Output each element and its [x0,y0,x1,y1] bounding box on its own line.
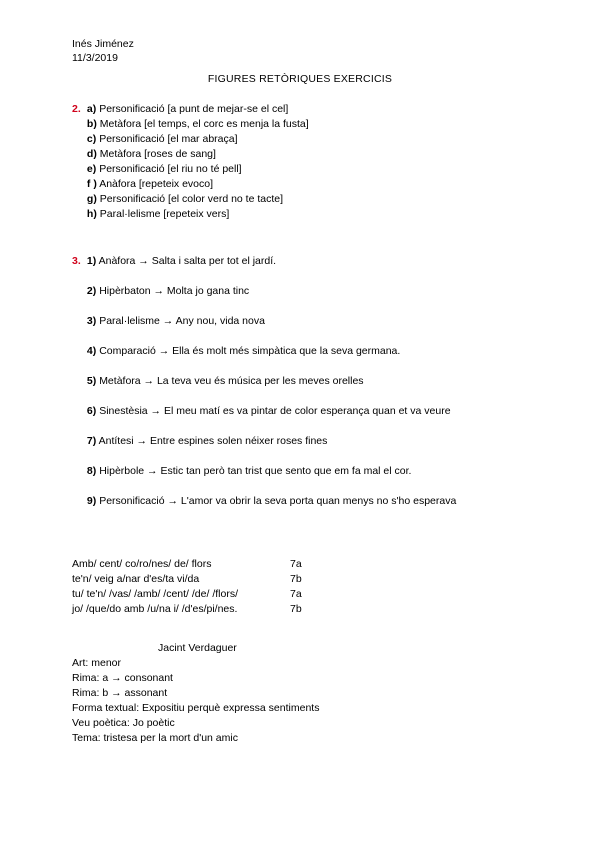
item-text: Anàfora [repeteix evoco] [99,178,214,190]
exercise-3-item [72,404,456,434]
page-title: FIGURES RETÒRIQUES EXERCICIS [207,73,393,85]
item-text: Sinestèsia → El meu matí es va pintar de color esperança quan et va veure [99,405,451,417]
item-key: 9) [86,495,97,507]
poem-line-meter: 7a [290,588,302,600]
exercise-3-item [72,464,456,494]
exercise-2-item [72,207,309,222]
exercise-2-item [72,102,309,117]
item-text: Metàfora [roses de sang] [99,148,216,160]
poem-line-meter: 7a [290,558,302,570]
exercise-3-item [72,494,456,524]
poem-line [72,602,302,617]
exercise-number: 3. [72,255,81,267]
poem-line-text: Amb/ cent/ co/ro/nes/ de/ flors [72,558,212,570]
item-key: 3) [86,315,97,327]
item-key: 6) [86,405,97,417]
item-text: Paral·lelisme → Any nou, vida nova [99,315,265,327]
item-key: 8) [86,465,97,477]
item-text: Personificació [el riu no té pell] [99,163,242,175]
header [72,37,134,65]
item-text: Hipèrbaton → Molta jo gana tinc [99,285,250,297]
item-text: Antítesi → Entre espines solen néixer roses fines [98,435,328,447]
item-text: Personificació → L'amor va obrir la seva porta quan menys no s'ho esperava [99,495,457,507]
item-key: d) [86,148,97,160]
poem-line [72,557,302,572]
exercise-3-item [72,374,456,404]
item-key: c) [86,133,97,145]
item-key: f ) [86,178,97,190]
item-key: 2) [86,285,97,297]
poem-analysis [72,656,319,746]
poem-line [72,587,302,602]
exercise-2 [72,102,309,222]
item-text: Paral·lelisme [repeteix vers] [99,208,230,220]
poem-line-meter: 7b [290,573,302,585]
analysis-line: Forma textual: Expositiu perquè expressa sentiments [72,702,320,714]
analysis-line: Rima: a → consonant [72,672,173,684]
exercise-2-item [72,192,309,207]
item-text: Anàfora → Salta i salta per tot el jardí. [98,255,277,267]
date: 11/3/2019 [72,52,118,64]
analysis-line: Tema: tristesa per la mort d'un amic [72,732,238,744]
item-text: Personificació [a punt de mejar-se el cel] [99,103,289,115]
analysis-line: Art: menor [72,657,122,669]
exercise-3 [72,254,456,524]
exercise-3-item [72,314,456,344]
item-key: 4) [86,345,97,357]
item-key: b) [86,118,97,130]
exercise-3-item [72,284,456,314]
item-key: e) [86,163,97,175]
exercise-3-item [72,434,456,464]
item-text: Metàfora [el temps, el corc es menja la fusta] [99,118,309,130]
exercise-number: 2. [72,103,81,115]
item-key: 1) [86,255,97,267]
poem-author: Jacint Verdaguer [158,642,237,654]
item-text: Personificació [el color verd no te tacte] [99,193,284,205]
item-key: g) [86,193,97,205]
exercise-2-item [72,132,309,147]
exercise-2-item [72,162,309,177]
poem-line-text: tu/ te'n/ /vas/ /amb/ /cent/ /de/ /flors/ [72,588,238,600]
item-key: a) [86,103,97,115]
item-key: 7) [86,435,97,447]
exercise-2-item [72,177,309,192]
analysis-line: Rima: b → assonant [72,687,168,699]
poem-line-meter: 7b [290,603,302,615]
exercise-3-item [72,254,456,284]
poem [72,557,302,617]
poem-line [72,572,302,587]
item-text: Hipèrbole → Estic tan però tan trist que sento que em fa mal el cor. [99,465,412,477]
poem-line-text: jo/ /que/do amb /u/na i/ /d'es/pi/nes. [72,603,238,615]
item-text: Metàfora → La teva veu és música per les meves orelles [99,375,364,387]
item-key: 5) [86,375,97,387]
author-name: Inés Jiménez [72,38,134,50]
item-text: Personificació [el mar abraça] [99,133,238,145]
exercise-3-item [72,344,456,374]
exercise-2-item [72,117,309,132]
item-key: h) [86,208,97,220]
poem-line-text: te'n/ veig a/nar d'es/ta vi/da [72,573,200,585]
exercise-2-item [72,147,309,162]
analysis-line: Veu poètica: Jo poètic [72,717,175,729]
item-text: Comparació → Ella és molt més simpàtica que la seva germana. [99,345,401,357]
